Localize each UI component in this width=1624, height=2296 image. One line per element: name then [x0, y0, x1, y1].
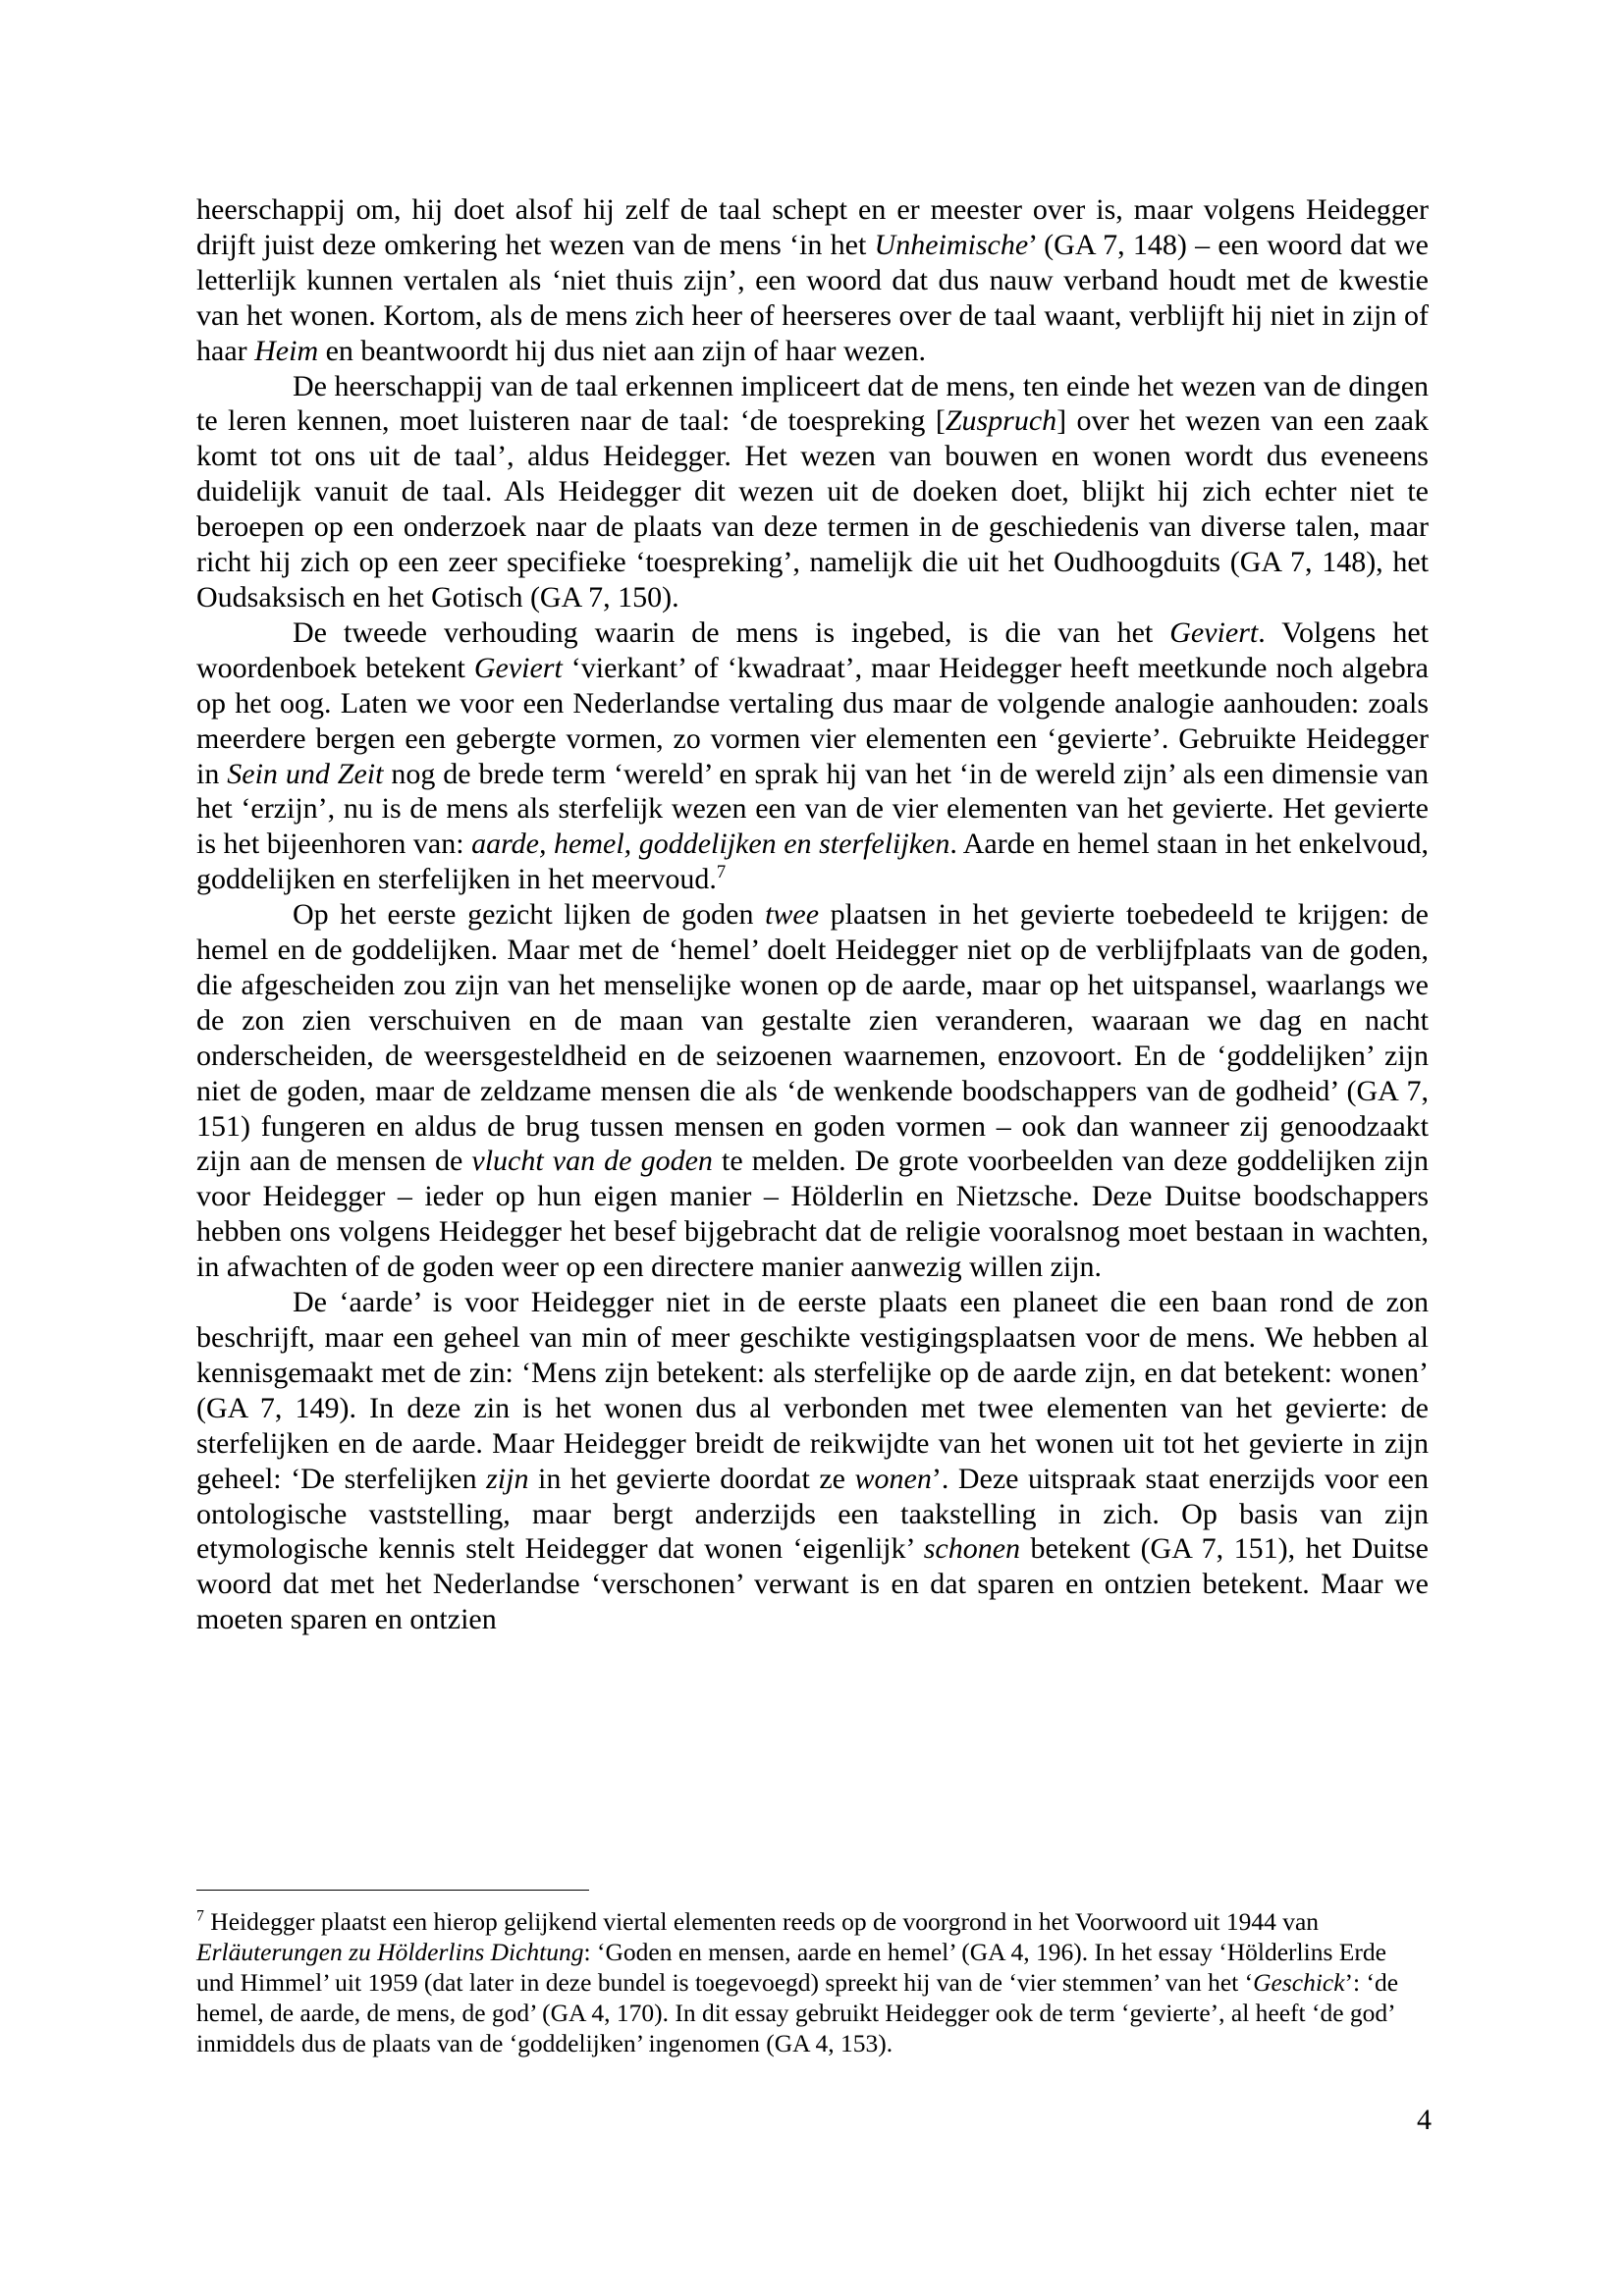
text-run: De ‘aarde’ is voor Heidegger niet in de eerste plaats een planeet die een baan rond de zon beschrijft, maar een geheel van min of meer geschikte vestigingsplaatsen voor de mens. We hebben al kennisgemaakt met de zin: ‘Mens zijn betekent: als sterfelijke op de aarde zijn, en dat betekent: wonen’ (GA 7, 149). In deze zin is het wonen dus al verbonden met twee elementen van het gevierte: de sterfelijken en de aarde. Maar Heidegger breidt de reikwijdte van het wonen uit tot het gevierte in zijn geheel: ‘De sterfelijken	[196, 1286, 1429, 1495]
page-number: 4	[1417, 2104, 1432, 2136]
text-run: nog de brede term ‘wereld’ en sprak hij van het ‘in de wereld zijn’ als een dimensie van het ‘erzijn’, nu is de mens als sterfelijk wezen een van de vier elementen van het gevierte. Het gevierte is het bijeenhoren van:	[196, 757, 1429, 861]
text-run: Heidegger plaatst een hierop gelijkend viertal elementen reeds op de voorgrond in het Voorwoord uit 1944 van	[203, 1907, 1320, 1936]
text-run: heerschappij om, hij doet alsof hij zelf de taal schept en er meester over is, maar volgens Heidegger drijft juist deze omkering het wezen van de mens ‘in het	[196, 193, 1429, 261]
italic-text: twee	[765, 898, 820, 932]
document-page	[196, 192, 1429, 1637]
footnotes	[196, 1906, 1429, 2058]
italic-text: Heim	[254, 334, 319, 367]
paragraph	[196, 369, 1429, 615]
paragraph	[196, 1285, 1429, 1637]
paragraph	[196, 192, 1429, 369]
italic-text: Unheimische	[874, 228, 1029, 261]
italic-text: Geviert	[1169, 615, 1259, 649]
italic-text: wonen	[854, 1462, 932, 1495]
italic-text: Erläuterungen zu Hölderlins Dichtung	[196, 1938, 584, 1966]
text-run: betekent (GA 7, 151), het Duitse woord dat met het Nederlandse ‘verschonen’ verwant is en dat sparen en ontzien betekent. Maar we moeten sparen en ontzien	[196, 1532, 1429, 1636]
italic-text: Geschick	[1253, 1968, 1345, 1997]
footnote-text	[196, 1907, 1398, 2057]
italic-text: Zuspruch	[945, 404, 1057, 438]
text-run: ’ (GA 7, 148) – een woord dat we letterlijk kunnen vertalen als ‘niet thuis zijn’, een woord dat dus nauw verband houdt met de kwestie van het wonen. Kortom, als de mens zich heer of heerseres over de taal waant, verblijft hij niet in zijn of haar	[196, 228, 1429, 367]
footnote-separator	[196, 1890, 589, 1891]
text-run: De heerschappij van de taal erkennen impliceert dat de mens, ten einde het wezen van de dingen te leren kennen, moet luisteren naar de taal: ‘de toespreking [	[196, 369, 1430, 438]
text-run: ’. Deze uitspraak staat enerzijds voor een ontologische vaststelling, maar bergt anderzijds een taakstelling in zich. Op basis van zijn etymologische kennis stelt Heidegger dat wonen ‘eigenlijk’	[196, 1462, 1429, 1566]
footnote-7	[196, 1906, 1429, 2058]
text-run: te melden. De grote voorbeelden van deze goddelijken zijn voor Heidegger – ieder op hun eigen manier – Hölderlin en Nietzsche. Deze Duitse boodschappers hebben ons volgens Heidegger het besef bijgebracht dat de religie vooralsnog moet bestaan in wachten, in afwachten of de goden weer op een directere manier aanwezig willen zijn.	[196, 1145, 1430, 1284]
text-run: plaatsen in het gevierte toebedeeld te krijgen: de hemel en de goddelijken. Maar met de ‘hemel’ doelt Heidegger niet op de verblijfplaats van de goden, die afgescheiden zou zijn van het menselijke wonen op de aarde, maar op het uitspansel, waarlangs we de zon zien verschuiven en de maan van gestalte zien veranderen, waaraan we dag en nacht onderscheiden, de weersgesteldheid en de seizoenen waarnemen, enzovoort. En de ‘goddelijken’ zijn niet de goden, maar de zeldzame mensen die als ‘de wenkende boodschappers van de godheid’ (GA 7, 151) fungeren en aldus de brug tussen mensen en goden vormen – ook dan wanneer zij genoodzaakt zijn aan de mensen de	[196, 898, 1429, 1178]
main-text	[196, 192, 1429, 1637]
text-run: : ‘Goden en mensen, aarde en hemel’ (GA 4, 196). In het essay ‘Hölderlins Erde und Himmel’ uit 1959 (dat later in deze bundel is toegevoegd) spreekt hij van de ‘vier stemmen’ van het ‘	[196, 1938, 1386, 1997]
italic-text: Geviert	[473, 651, 563, 684]
paragraph	[196, 897, 1429, 1285]
text-run: De tweede verhouding waarin de mens is ingebed, is die van het	[293, 615, 1170, 649]
text-run: . Aarde en hemel staan in het enkelvoud, goddelijken en sterfelijken in het meervoud.	[196, 828, 1430, 896]
text-run: ’: ‘de hemel, de aarde, de mens, de god’ (GA 4, 170). In dit essay gebruikt Heidegger ook de term ‘gevierte’, al heeft ‘de god’ inmiddels dus de plaats van de ‘goddelijken’ ingenomen (GA 4, 153).	[196, 1968, 1399, 2057]
paragraph	[196, 615, 1429, 897]
italic-text: zijn	[486, 1462, 529, 1495]
text-run: in het gevierte doordat ze	[528, 1462, 855, 1495]
text-run: . Volgens het woordenboek betekent	[196, 615, 1430, 684]
text-run: ] over het wezen van een zaak komt tot ons uit de taal’, aldus Heidegger. Het wezen van bouwen en wonen wordt dus eveneens duidelijk vanuit de taal. Als Heidegger dit wezen uit de doeken doet, blijkt hij zich echter niet te beroepen op een onderzoek naar de plaats van deze termen in de geschiedenis van diverse talen, maar richt hij zich op een zeer specifieke ‘toespreking’, namelijk die uit het Oudhoogduits (GA 7, 148), het Oudsaksisch en het Gotisch (GA 7, 150).	[196, 404, 1429, 614]
italic-text: schonen	[923, 1532, 1021, 1566]
text-run: ‘vierkant’ of ‘kwadraat’, maar Heidegger heeft meetkunde noch algebra op het oog. Laten we voor een Nederlandse vertaling dus maar de volgende analogie aanhouden: zoals meerdere bergen een gebergte vormen, zo vormen vier elementen een ‘gevierte’. Gebruikte Heidegger in	[196, 651, 1429, 790]
italic-text: Sein und Zeit	[227, 757, 384, 790]
footnote-number: 7	[196, 1907, 204, 1925]
text-run: Op het eerste gezicht lijken de goden	[293, 898, 766, 932]
italic-text: vlucht van de goden	[471, 1145, 713, 1178]
italic-text: aarde, hemel, goddelijken en sterfelijken	[471, 828, 950, 861]
text-run: en beantwoordt hij dus niet aan zijn of haar wezen.	[318, 334, 927, 367]
footnote-reference: 7	[716, 862, 727, 883]
